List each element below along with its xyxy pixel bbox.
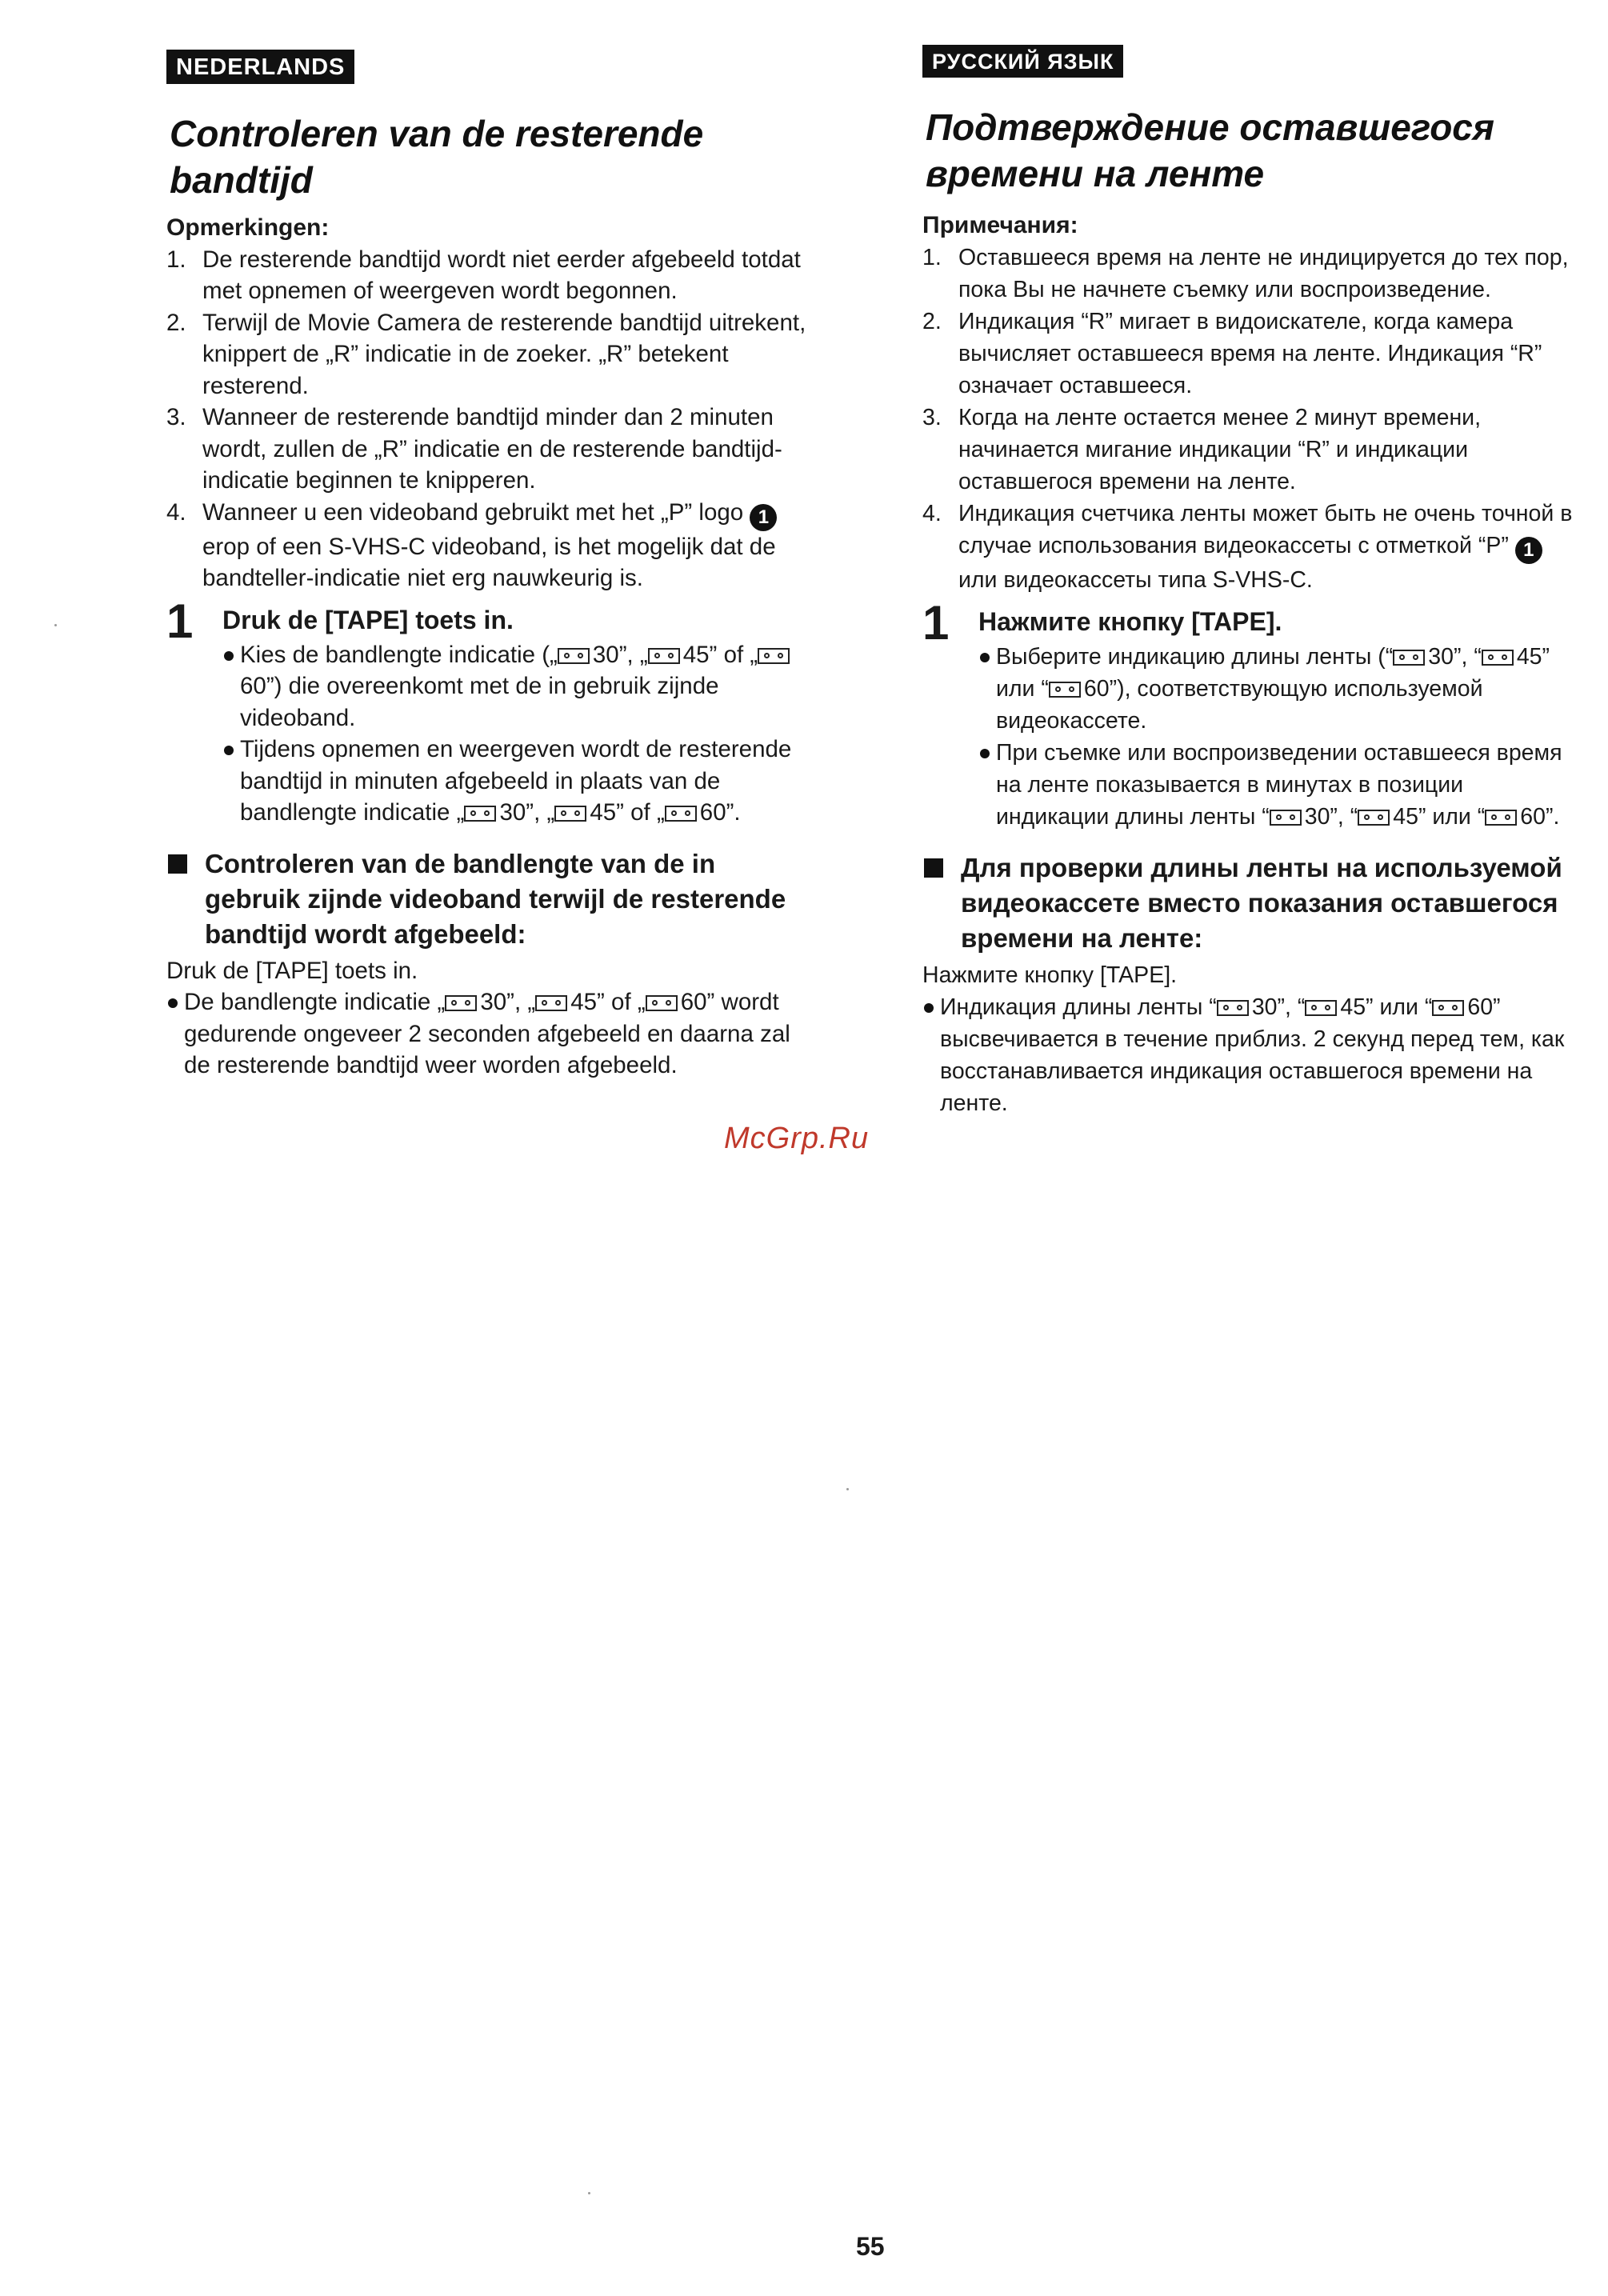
list-item: 2. Индикация “R” мигает в видоискателе, когда камера вычисляет оставшееся время на ленте. Индикация “R” означает оставшееся.: [922, 309, 1542, 398]
scan-speck: [846, 1488, 849, 1490]
step-bullets: [978, 641, 1580, 833]
list-item: Выберите индикацию длины ленты (“ 30”, “ 45” или “ 60”), соответствующую используемой видеокассете.: [978, 641, 1580, 737]
step-title: Нажмите кнопку [TAPE].: [978, 607, 1282, 636]
cassette-tape-icon: [758, 648, 790, 664]
cassette-tape-icon: [558, 648, 590, 664]
step-bullets: [222, 639, 816, 829]
list-item: Kies de bandlengte indicatie („ 30”, „ 45” of „60”) die overeenkomt met de in gebruik zijnde videoband.: [222, 639, 816, 734]
step-1: [166, 594, 816, 829]
cassette-tape-icon: [665, 806, 697, 822]
page-title-dutch: Controleren van de resterende bandtijd: [170, 113, 704, 201]
language-tab-russian: РУССКИЙ ЯЗЫК: [922, 45, 1123, 78]
notes-list: [166, 244, 816, 594]
square-bullet-icon: [924, 858, 943, 878]
step-number: 1: [166, 594, 194, 648]
scan-speck: [54, 624, 57, 626]
scan-speck: [588, 2192, 590, 2194]
list-item: При съемке или воспроизведении оставшееся время на ленте показывается в минутах в позиции индикации длины ленты “ 30”, “ 45” или “ 60”.: [978, 737, 1580, 833]
section-check-tape-length: [166, 846, 816, 952]
notes-heading: Примечания:: [922, 212, 1078, 238]
cassette-tape-icon: [1432, 1000, 1464, 1016]
section-title: Controleren van de bandlengte van de in gebruik zijnde videoband terwijl de resterende bandtijd wordt afgebeeld:: [205, 848, 786, 949]
watermark-text: McGrp.Ru: [724, 1122, 870, 1155]
list-item: 1. Оставшееся время на ленте не индицируется до тех пор, пока Вы не начнете съемку или воспроизведение.: [922, 245, 1569, 302]
section-title: Для проверки длины ленты на используемой видеокассете вместо показания оставшегося времени на ленте:: [961, 853, 1562, 953]
page-title-russian: Подтверждение оставшегося времени на ленте: [926, 106, 1494, 194]
list-item: 2. Terwijl de Movie Camera de resterende bandtijd uitrekent, knippert de „R” indicatie in de zoeker. „R” betekent resterend.: [166, 309, 806, 399]
list-item: Tijdens opnemen en weergeven wordt de resterende bandtijd in minuten afgebeeld in plaats van de bandlengte indicatie „ 30”, „ 45” of „ 60”.: [222, 734, 816, 829]
list-item: 1. De resterende bandtijd wordt niet eerder afgebeeld totdat met opnemen of weergeven wordt begonnen.: [166, 246, 801, 304]
cassette-tape-icon: [1049, 682, 1081, 698]
dutch-body: [166, 212, 816, 1082]
list-item: Индикация длины ленты “ 30”, “ 45” или “ 60” высвечивается в течение приблиз. 2 секунд перед тем, как восстанавливается индикация оставшегося времени на ленте.: [922, 991, 1580, 1119]
square-bullet-icon: [168, 854, 187, 874]
notes-heading: Opmerkingen:: [166, 214, 330, 241]
cassette-tape-icon: [1217, 1000, 1249, 1016]
cassette-tape-icon: [554, 806, 586, 822]
russian-body: [922, 210, 1580, 1119]
cassette-tape-icon: [1485, 810, 1517, 826]
list-item: 3. Wanneer de resterende bandtijd minder dan 2 minuten wordt, zullen de „R” indicatie en de resterende bandtijd-indicatie beginnen te knipperen.: [166, 404, 782, 494]
cassette-tape-icon: [1482, 650, 1514, 666]
list-item: 4. Индикация счетчика ленты может быть не очень точной в случае использования видеокассеты с отметкой “P” 1или видеокассеты типа S-VHS-C.: [922, 501, 1573, 593]
language-tab-dutch: NEDERLANDS: [166, 50, 354, 84]
cassette-tape-icon: [648, 648, 680, 664]
section-bullets: [166, 986, 816, 1082]
notes-list: [922, 242, 1580, 596]
step-number: 1: [922, 596, 950, 650]
cassette-tape-icon: [646, 995, 678, 1011]
circled-number-icon: 1: [750, 504, 777, 531]
cassette-tape-icon: [1270, 810, 1302, 826]
cassette-tape-icon: [1358, 810, 1390, 826]
cassette-tape-icon: [445, 995, 477, 1011]
section-instruction: Нажмите кнопку [TAPE].: [922, 962, 1178, 988]
cassette-tape-icon: [1305, 1000, 1337, 1016]
step-title: Druk de [TAPE] toets in.: [222, 605, 514, 634]
section-bullets: [922, 991, 1580, 1119]
cassette-tape-icon: [464, 806, 496, 822]
section-check-tape-length: [922, 850, 1580, 956]
cassette-tape-icon: [1393, 650, 1425, 666]
circled-number-icon: 1: [1515, 537, 1542, 564]
list-item: 4. Wanneer u een videoband gebruikt met het „P” logo 1erop of een S-VHS-C videoband, is het mogelijk dat de bandteller-indicatie niet erg nauwkeurig is.: [166, 498, 776, 591]
list-item: 3. Когда на ленте остается менее 2 минут времени, начинается мигание индикации “R” и индикации оставшегося времени на ленте.: [922, 405, 1482, 494]
list-item: De bandlengte indicatie „ 30”, „ 45” of „ 60” wordt gedurende ongeveer 2 seconden afgebeeld en daarna zal de resterende bandtijd weer worden afgebeeld.: [166, 986, 816, 1082]
step-1: [922, 596, 1580, 833]
cassette-tape-icon: [535, 995, 567, 1011]
section-instruction: Druk de [TAPE] toets in.: [166, 957, 418, 984]
page-number: 55: [856, 2232, 885, 2261]
